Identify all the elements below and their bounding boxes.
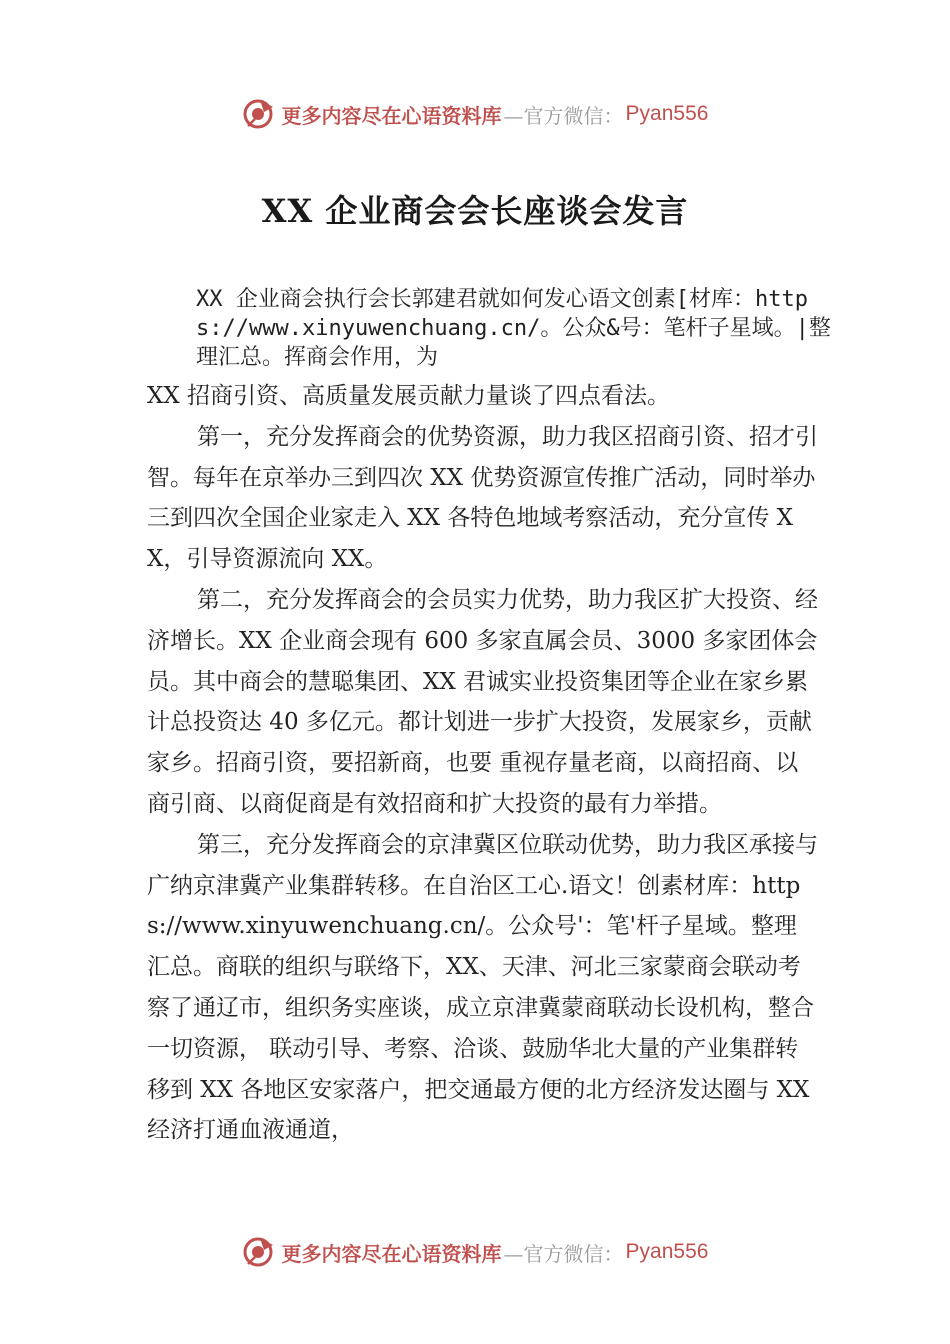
intro-paragraph: XX 企业商会执行会长郭建君就如何发心语文创素[材库：https://www.xinyuwenchuang.cn/。公众&号：笔杆子星域。|整理汇总。挥商会作用，为 [196,287,831,370]
banner-wechat-label: —官方微信： [503,1241,624,1266]
paragraph-intro-continuation: XX 招商引资、高质量发展贡献力量谈了四点看法。 [147,383,671,409]
banner-wechat-id: Pyan556 [625,1240,709,1263]
pen-logo-icon [242,97,276,131]
document-body [147,376,819,1151]
header-banner [0,94,950,134]
banner-wechat-id: Pyan556 [625,102,709,125]
pen-logo-icon [242,1235,276,1269]
paragraph-third-point: 第三，充分发挥商会的京津冀区位联动优势，助力我区承接与广纳京津冀产业集群转移。在自治区工心.语文！创素材库：https://www.xinyuwenchuang.cn/。公众号'：笔'杆子星域。整理汇总。商联的组织与联络下，XX、天津、河北三家蒙商会联动考察了通辽市，组织务实座谈，成立京津冀蒙商联动长设机构，整合一切资源， 联动引导、考察、洽谈、鼓励华北大量的产业集群转移到 XX 各地区安家落户，把交通最方便的北方经济发达圈与 XX 经济打通血液通道， [147,831,818,1144]
document-title: XX 企业商会会长座谈会发言 [261,192,689,230]
paragraph-second-point: 第二，充分发挥商会的会员实力优势，助力我区扩大投资、经济增长。XX 企业商会现有 600 多家直属会员、3000 多家团体会员。其中商会的慧聪集团、XX 君诚实业投资集团等企业在家乡累计总投资达 40 多亿元。都计划进一步扩大投资，发展家乡，贡献家乡。招商引资，要招新商，也要 重视存量老商，以商招商、以商引商、以商促商是有效招商和扩大投资的最有力举措。 [147,586,818,817]
banner-text: 更多内容尽在心语资料库 [281,103,502,128]
banner-wechat-label: —官方微信： [503,103,624,128]
paragraph-first-point: 第一，充分发挥商会的优势资源，助力我区招商引资、招才引智。每年在京举办三到四次 XX 优势资源宣传推广活动，同时举办三到四次全国企业家走入 XX 各特色地域考察活动，充分宣传 XX，引导资源流向 XX。 [147,423,818,573]
banner-text: 更多内容尽在心语资料库 [281,1241,502,1266]
footer-banner [0,1232,950,1272]
